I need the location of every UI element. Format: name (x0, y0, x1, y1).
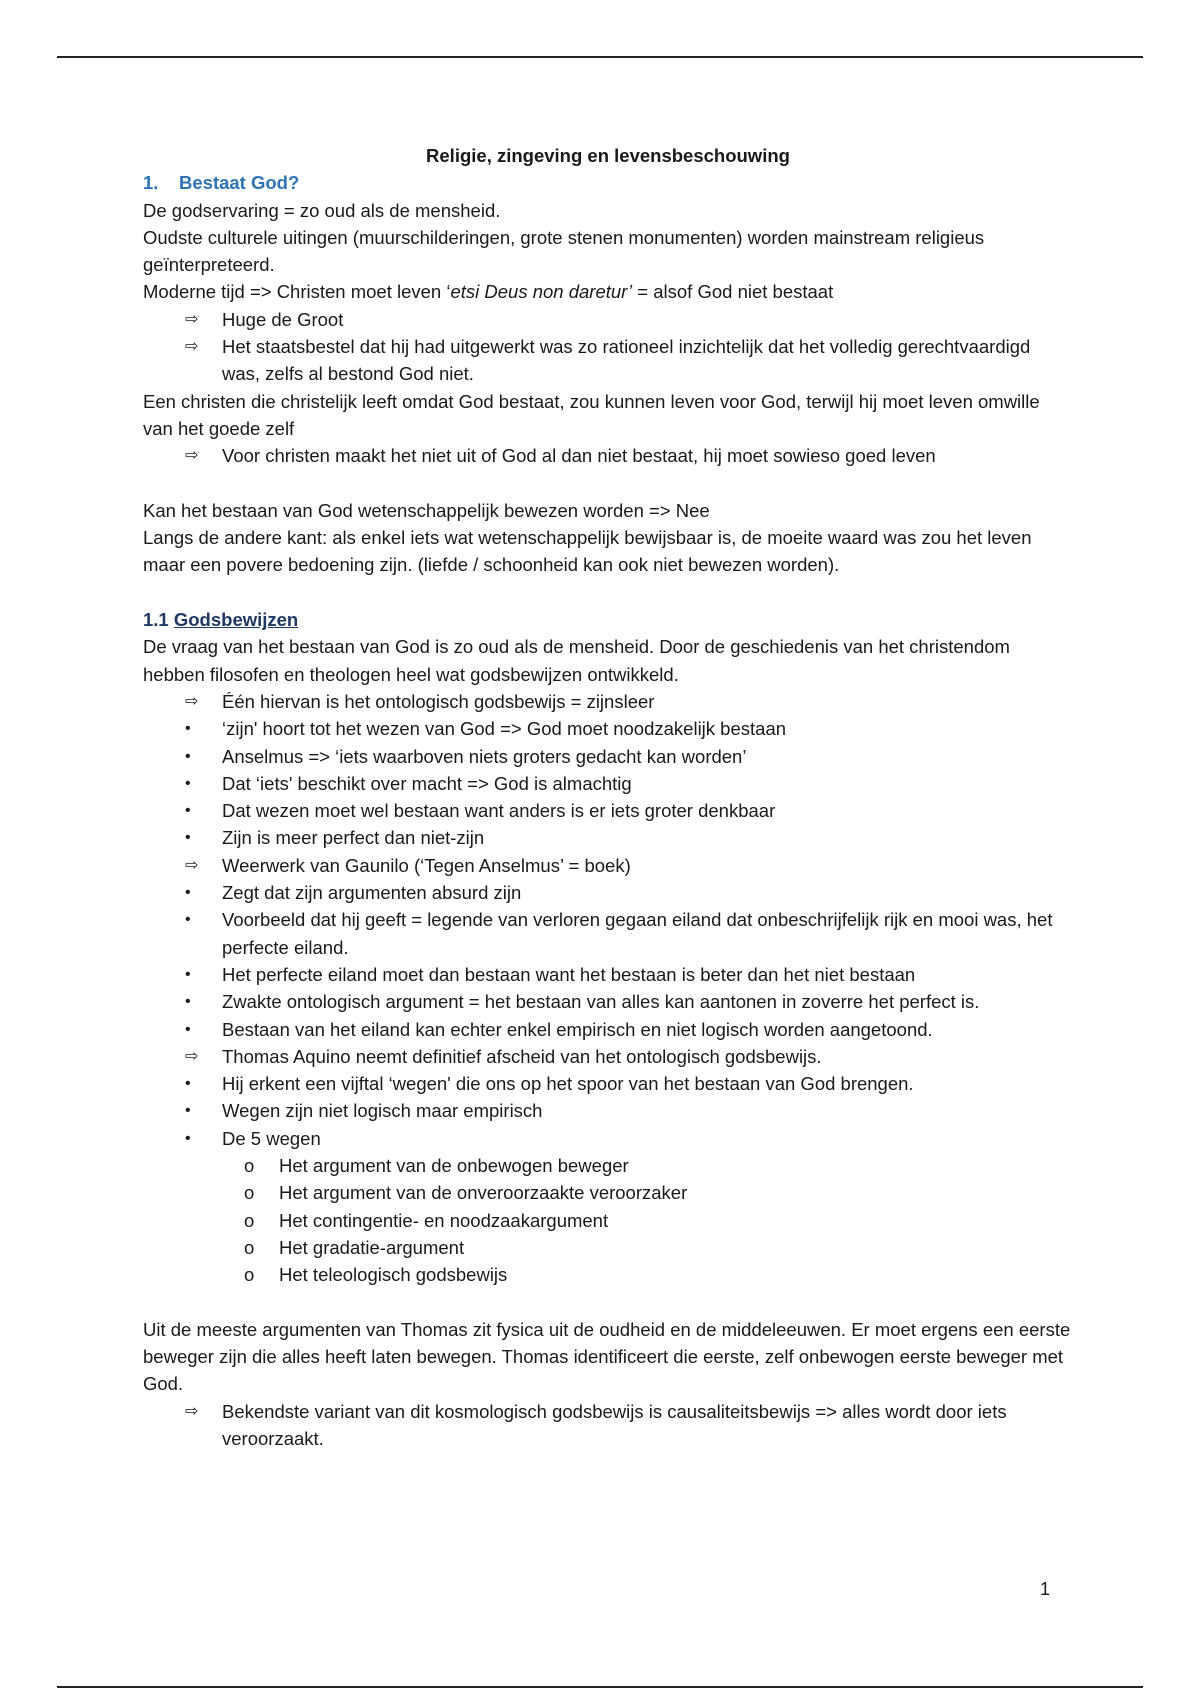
list-item-text: Thomas Aquino neemt definitief afscheid van het ontologisch godsbewijs. (222, 1045, 822, 1067)
bullet-dot-icon: • (185, 965, 191, 983)
paragraph: De godservaring = zo oud als de mensheid. (143, 199, 501, 221)
arrow-bullet-icon: ⇨ (185, 310, 199, 328)
bullet-dot-icon: • (185, 829, 191, 847)
text-run: Moderne tijd => Christen moet leven ‘ (143, 281, 451, 303)
section-1-heading (143, 169, 1073, 196)
arrow-bullet-icon: ⇨ (185, 856, 199, 874)
list-item-text: Wegen zijn niet logisch maar empirisch (222, 1100, 543, 1122)
sub-list-item (143, 1234, 1073, 1261)
sub-list-item-text: Het argument van de onbewogen beweger (279, 1154, 629, 1176)
list-item (143, 1043, 1073, 1070)
sub-list-item-text: Het teleologisch godsbewijs (279, 1264, 508, 1286)
list-item-text: De 5 wegen (222, 1127, 321, 1149)
godsbewijzen-list (143, 688, 1073, 1152)
list-item-text: Bestaan van het eiland kan echter enkel empirisch en niet logisch worden aangetoond. (222, 1018, 933, 1040)
spacer (143, 470, 1073, 497)
section-1-title: Bestaat God? (179, 172, 300, 194)
bullet-dot-icon: • (185, 747, 191, 765)
list-item-text: Weerwerk van Gaunilo (‘Tegen Anselmus’ = boek) (222, 854, 631, 876)
bullet-dot-icon: • (185, 1075, 191, 1093)
section-1-1-heading (143, 606, 1073, 633)
bullet-dot-icon: • (185, 774, 191, 792)
list-item (143, 1070, 1073, 1097)
page-bottom-rule (57, 1686, 1143, 1688)
list-item (143, 770, 1073, 797)
list-item (143, 961, 1073, 988)
list-item (143, 442, 1073, 469)
latin-quote: etsi Deus non daretur’ (450, 281, 633, 303)
list-item (143, 1125, 1073, 1152)
document-title: Religie, zingeving en levensbeschouwing (426, 145, 790, 166)
circle-bullet-icon: o (244, 1264, 255, 1286)
list-item (143, 906, 1073, 961)
list-item (143, 743, 1073, 770)
list-item-text: Zwakte ontologisch argument = het bestaan van alles kan aantonen in zoverre het perfect is. (222, 991, 980, 1013)
vijf-wegen-list (143, 1152, 1073, 1288)
circle-bullet-icon: o (244, 1182, 255, 1204)
list-item (143, 715, 1073, 742)
circle-bullet-icon: o (244, 1154, 255, 1176)
text-run: = alsof God niet bestaat (632, 281, 834, 303)
list-item (143, 306, 1073, 333)
bullet-dot-icon: • (185, 911, 191, 929)
list-item-text: Zegt dat zijn argumenten absurd zijn (222, 882, 522, 904)
list-item-text: Hij erkent een vijftal ‘wegen' die ons op het spoor van het bestaan van God brengen. (222, 1073, 914, 1095)
spacer (143, 579, 1073, 606)
list-item (143, 797, 1073, 824)
list-item-text: Huge de Groot (222, 308, 344, 330)
bullet-dot-icon: • (185, 1102, 191, 1120)
sub-list-item (143, 1152, 1073, 1179)
list-item (143, 1097, 1073, 1124)
paragraph: Langs de andere kant: als enkel iets wat wetenschappelijk bewijsbaar is, de moeite waard was zou het leven maar een povere bedoening zijn. (liefde / schoonheid kan ook niet bewezen worden). (143, 527, 1032, 576)
list-item (143, 1398, 1073, 1453)
list-item (143, 852, 1073, 879)
arrow-bullet-icon: ⇨ (185, 692, 199, 710)
list-item (143, 333, 1073, 388)
sub-list-item (143, 1207, 1073, 1234)
list-item-text: Dat ‘iets' beschikt over macht => God is almachtig (222, 772, 632, 794)
arrow-bullet-icon: ⇨ (185, 338, 199, 356)
list-item (143, 988, 1073, 1015)
list-item-text: Anselmus => ‘iets waarboven niets groters gedacht kan worden’ (222, 745, 747, 767)
page-number: 1 (1040, 1579, 1051, 1599)
sub-list-item (143, 1261, 1073, 1288)
list-item-text: Dat wezen moet wel bestaan want anders is er iets groter denkbaar (222, 800, 776, 822)
list-item (143, 879, 1073, 906)
sub-list-item-text: Het gradatie-argument (279, 1236, 465, 1258)
arrow-bullet-icon: ⇨ (185, 1402, 199, 1420)
bullet-dot-icon: • (185, 1129, 191, 1147)
paragraph-modern-tijd (143, 278, 1073, 305)
list-item (143, 824, 1073, 851)
list-item-text: Bekendste variant van dit kosmologisch godsbewijs is causaliteitsbewijs => alles wordt door iets veroorzaakt. (222, 1400, 1007, 1449)
bullet-dot-icon: • (185, 993, 191, 1011)
list-item-text: Zijn is meer perfect dan niet-zijn (222, 827, 485, 849)
list-item-text: Het perfecte eiland moet dan bestaan want het bestaan is beter dan het niet bestaan (222, 963, 916, 985)
section-1-number: 1. (143, 172, 159, 194)
list-item-text: Één hiervan is het ontologisch godsbewijs = zijnsleer (222, 690, 655, 712)
bullet-dot-icon: • (185, 720, 191, 738)
bullet-dot-icon: • (185, 802, 191, 820)
paragraph: Kan het bestaan van God wetenschappelijk bewezen worden => Nee (143, 499, 710, 521)
paragraph: Oudste culturele uitingen (muurschilderingen, grote stenen monumenten) worden mainstream religieus geïnterpreteerd. (143, 226, 985, 276)
list-item (143, 688, 1073, 715)
section-1-1-number: 1.1 (143, 609, 169, 631)
document-body (143, 142, 1073, 1452)
section-1-1-title: Godsbewijzen (173, 609, 299, 631)
circle-bullet-icon: o (244, 1236, 255, 1258)
bullet-dot-icon: • (185, 1020, 191, 1038)
paragraph: Uit de meeste argumenten van Thomas zit fysica uit de oudheid en de middeleeuwen. Er moet ergens een eerste beweger zijn die alles heeft laten bewegen. Thomas identificeert die eerste, zelf onbewogen eerste beweger met God. (143, 1318, 1071, 1395)
sub-list-item (143, 1179, 1073, 1206)
arrow-bullet-icon: ⇨ (185, 447, 199, 465)
paragraph: Een christen die christelijk leeft omdat God bestaat, zou kunnen leven voor God, terwijl hij moet leven omwille van het goede zelf (143, 390, 1040, 439)
paragraph: De vraag van het bestaan van God is zo oud als de mensheid. Door de geschiedenis van het christendom hebben filosofen en theologen heel wat godsbewijzen ontwikkeld. (143, 636, 1010, 685)
list-item-text: Het staatsbestel dat hij had uitgewerkt was zo rationeel inzichtelijk dat het volledig gerechtvaardigd was, zelfs al bestond God niet. (222, 336, 1031, 385)
list-item-text: ‘zijn' hoort tot het wezen van God => God moet noodzakelijk bestaan (222, 718, 787, 740)
list-item (143, 1016, 1073, 1043)
page-top-rule (57, 56, 1143, 58)
list-item-text: Voorbeeld dat hij geeft = legende van verloren gegaan eiland dat onbeschrijfelijk rijk en mooi was, het perfecte eiland. (222, 909, 1053, 958)
list-item-text: Voor christen maakt het niet uit of God al dan niet bestaat, hij moet sowieso goed leven (222, 445, 936, 467)
sub-list-item-text: Het contingentie- en noodzaakargument (279, 1209, 609, 1231)
spacer (143, 1288, 1073, 1315)
bullet-dot-icon: • (185, 884, 191, 902)
circle-bullet-icon: o (244, 1209, 255, 1231)
arrow-bullet-icon: ⇨ (185, 1047, 199, 1065)
sub-list-item-text: Het argument van de onveroorzaakte veroorzaker (279, 1182, 688, 1204)
